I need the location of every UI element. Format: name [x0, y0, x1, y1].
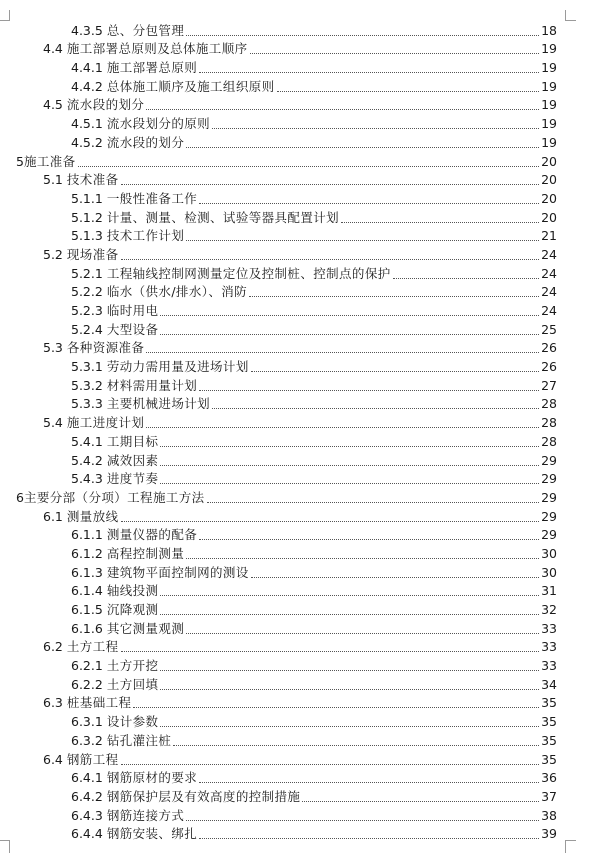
toc-entry-page-number: 19	[541, 41, 557, 57]
toc-entry-number: 5.2.1	[71, 265, 103, 281]
toc-entry-number: 5.1	[43, 172, 63, 188]
dot-leader	[186, 239, 539, 241]
toc-entry-page-number: 21	[541, 228, 557, 244]
toc-entry[interactable]	[0, 355, 589, 374]
toc-entry-page-number: 37	[541, 788, 557, 804]
toc-entry-page-number: 24	[541, 303, 557, 318]
toc-entry-number: 6.4.3	[71, 807, 103, 823]
toc-entry[interactable]	[0, 598, 589, 617]
dot-leader	[146, 426, 539, 428]
toc-entry-title: 临时用电	[106, 303, 159, 318]
toc-entry-number: 6.3.2	[71, 732, 103, 748]
toc-entry-page-number: 29	[541, 471, 557, 487]
toc-entry-title: 桩基础工程	[66, 695, 132, 711]
toc-entry-title: 钢筋连接方式	[106, 807, 185, 823]
toc-entry-title: 主要分部（分项）工程施工方法	[23, 489, 205, 505]
toc-entry-title: 计量、测量、检测、试验等器具配置计划	[106, 209, 340, 225]
toc-entry-page-number: 19	[541, 116, 557, 132]
toc-entry[interactable]	[0, 767, 589, 786]
dot-leader	[251, 370, 539, 372]
toc-entry[interactable]	[0, 505, 589, 524]
toc-entry-number: 5.4.2	[71, 452, 103, 468]
toc-entry-page-number: 31	[541, 583, 557, 599]
toc-entry-page-number: 35	[541, 695, 557, 711]
dot-leader	[121, 520, 540, 522]
dot-leader	[186, 819, 539, 821]
toc-entry[interactable]	[0, 318, 589, 337]
toc-entry-number: 5.3.3	[71, 396, 103, 412]
toc-entry-page-number: 26	[541, 340, 557, 356]
toc-entry-page-number: 19	[541, 60, 557, 76]
toc-entry-page-number: 30	[541, 545, 557, 561]
toc-entry[interactable]	[0, 38, 589, 57]
dot-leader	[250, 52, 540, 54]
toc-entry-title: 轴线投测	[106, 583, 159, 599]
toc-entry[interactable]	[0, 580, 589, 599]
dot-leader	[199, 538, 539, 540]
toc-entry-title: 钻孔灌注桩	[106, 732, 172, 748]
dot-leader	[393, 277, 539, 279]
toc-entry[interactable]	[0, 19, 589, 38]
crop-mark-bottom-right	[565, 840, 576, 853]
toc-entry-page-number: 35	[541, 751, 557, 767]
dot-leader	[249, 295, 539, 297]
toc-entry[interactable]	[0, 748, 589, 767]
toc-entry[interactable]	[0, 673, 589, 692]
dot-leader	[207, 501, 540, 503]
toc-entry-title: 技术工作计划	[106, 228, 185, 244]
toc-entry[interactable]	[0, 486, 589, 505]
toc-entry-title: 土方工程	[66, 639, 119, 655]
toc-entry-number: 5.2	[43, 246, 63, 262]
dot-leader	[121, 763, 540, 765]
toc-entry-page-number: 20	[541, 172, 557, 188]
dot-leader	[121, 183, 540, 185]
toc-entry[interactable]	[0, 75, 589, 94]
toc-entry[interactable]	[0, 150, 589, 169]
toc-entry[interactable]	[0, 131, 589, 150]
toc-entry-title: 总体施工顺序及施工组织原则	[106, 78, 275, 94]
toc-entry[interactable]	[0, 561, 589, 580]
toc-entry[interactable]	[0, 374, 589, 393]
toc-entry-number: 5.4	[43, 415, 63, 431]
toc-entry-title: 钢筋安装、绑扎	[106, 826, 198, 842]
toc-entry-page-number: 39	[541, 826, 557, 842]
dot-leader	[133, 706, 539, 708]
dot-leader	[277, 90, 540, 92]
dot-leader	[160, 613, 539, 615]
toc-entry-page-number: 29	[541, 527, 557, 543]
toc-entry-page-number: 20	[541, 153, 557, 169]
toc-entry[interactable]	[0, 710, 589, 729]
toc-entry-page-number: 27	[541, 377, 557, 393]
toc-entry-page-number: 28	[541, 396, 557, 412]
toc-entry-title: 高程控制测量	[106, 545, 185, 561]
toc-entry[interactable]	[0, 411, 589, 430]
toc-entry-number: 4.5.2	[71, 134, 103, 150]
dot-leader	[160, 669, 539, 671]
toc-entry-number: 5	[16, 153, 24, 169]
toc-entry-number: 4.5	[43, 97, 63, 113]
toc-entry-title: 土方开挖	[106, 658, 159, 674]
toc-entry[interactable]	[0, 729, 589, 748]
toc-entry-title: 施工准备	[23, 153, 76, 169]
toc-entry-title: 施工进度计划	[66, 415, 145, 431]
dot-leader	[199, 389, 539, 391]
toc-entry-page-number: 29	[541, 489, 557, 505]
toc-entry-title: 各种资源准备	[66, 340, 145, 356]
toc-entry-page-number: 20	[541, 190, 557, 206]
dot-leader	[146, 108, 539, 110]
toc-entry-number: 6.4.2	[71, 788, 103, 804]
toc-entry-number: 5.4.3	[71, 471, 103, 487]
toc-entry-title: 施工部署总原则及总体施工顺序	[66, 41, 248, 57]
toc-entry-page-number: 33	[541, 620, 557, 636]
dot-leader	[212, 407, 539, 409]
toc-entry-title: 施工部署总原则	[106, 60, 198, 76]
toc-entry-page-number: 18	[541, 22, 557, 38]
toc-entry-page-number: 19	[541, 78, 557, 94]
toc-entry-page-number: 24	[541, 246, 557, 262]
toc-entry-title: 钢筋工程	[66, 751, 119, 767]
toc-entry-title: 钢筋保护层及有效高度的控制措施	[106, 788, 301, 804]
toc-entry-page-number: 19	[541, 134, 557, 150]
toc-entry-number: 6.2.2	[71, 676, 103, 692]
toc-entry-page-number: 33	[541, 658, 557, 674]
toc-entry-page-number: 24	[541, 265, 557, 281]
toc-entry-number: 6.2.1	[71, 658, 103, 674]
toc-entry-title: 主要机械进场计划	[106, 396, 211, 412]
toc-entry-number: 6.2	[43, 639, 63, 655]
toc-entry-page-number: 35	[541, 714, 557, 730]
table-of-contents	[0, 19, 589, 841]
toc-entry[interactable]	[0, 169, 589, 188]
toc-entry-number: 6.1.6	[71, 620, 103, 636]
toc-entry-number: 5.2.4	[71, 321, 103, 337]
toc-entry[interactable]	[0, 112, 589, 131]
toc-entry[interactable]	[0, 804, 589, 823]
toc-entry-number: 6.1.5	[71, 602, 103, 617]
toc-entry-title: 设计参数	[106, 714, 159, 730]
toc-entry-title: 流水段的划分	[66, 97, 145, 113]
toc-entry[interactable]	[0, 187, 589, 206]
toc-entry-page-number: 24	[541, 284, 557, 300]
dot-leader	[199, 202, 539, 204]
toc-entry-page-number: 25	[541, 321, 557, 337]
toc-entry-page-number: 29	[541, 452, 557, 468]
toc-entry[interactable]	[0, 281, 589, 300]
toc-entry-title: 材料需用量计划	[106, 377, 198, 393]
dot-leader	[160, 314, 539, 316]
dot-leader	[160, 594, 539, 596]
toc-entry-number: 5.3.1	[71, 359, 103, 375]
toc-entry-number: 4.4.2	[71, 78, 103, 94]
toc-entry-page-number: 28	[541, 433, 557, 449]
dot-leader	[146, 351, 539, 353]
toc-entry-page-number: 19	[541, 97, 557, 113]
toc-entry-number: 5.2.3	[71, 303, 103, 318]
toc-entry-page-number: 34	[541, 676, 557, 692]
toc-entry[interactable]	[0, 206, 589, 225]
toc-entry-page-number: 33	[541, 639, 557, 655]
toc-entry[interactable]	[0, 449, 589, 468]
toc-entry[interactable]	[0, 542, 589, 561]
toc-entry-number: 4.4	[43, 41, 63, 57]
toc-entry-title: 技术准备	[66, 172, 119, 188]
toc-entry-number: 5.1.2	[71, 209, 103, 225]
toc-entry-number: 6.4	[43, 751, 63, 767]
toc-entry-title: 测量放线	[66, 508, 119, 524]
toc-entry-page-number: 20	[541, 209, 557, 225]
toc-entry-number: 6.1.1	[71, 527, 103, 543]
dot-leader	[160, 445, 539, 447]
toc-entry[interactable]	[0, 468, 589, 487]
toc-entry[interactable]	[0, 636, 589, 655]
toc-entry-number: 6.3	[43, 695, 63, 711]
toc-entry-number: 6.3.1	[71, 714, 103, 730]
dot-leader	[186, 146, 539, 148]
toc-entry-title: 进度节奏	[106, 471, 159, 487]
toc-entry[interactable]	[0, 337, 589, 356]
dot-leader	[160, 464, 539, 466]
toc-entry-number: 6.4.1	[71, 770, 103, 786]
toc-entry-title: 大型设备	[106, 321, 159, 337]
dot-leader	[121, 258, 540, 260]
crop-mark-bottom-left	[0, 840, 10, 853]
dot-leader	[186, 34, 539, 36]
toc-entry-number: 6	[16, 489, 24, 505]
toc-entry-number: 4.4.1	[71, 60, 103, 76]
toc-entry[interactable]	[0, 225, 589, 244]
dot-leader	[212, 127, 539, 129]
toc-entry-number: 5.1.1	[71, 190, 103, 206]
toc-entry-title: 沉降观测	[106, 602, 159, 617]
dot-leader	[302, 800, 539, 802]
dot-leader	[199, 71, 539, 73]
toc-entry-title: 土方回填	[106, 676, 159, 692]
toc-entry-page-number: 32	[541, 602, 557, 617]
dot-leader	[121, 650, 540, 652]
toc-entry-title: 总、分包管理	[106, 22, 185, 38]
toc-entry-page-number: 26	[541, 359, 557, 375]
dot-leader	[186, 557, 539, 559]
toc-entry-title: 钢筋原材的要求	[106, 770, 198, 786]
toc-entry-title: 临水（供水/排水）、消防	[106, 284, 248, 300]
toc-entry-title: 建筑物平面控制网的测设	[106, 564, 249, 580]
dot-leader	[160, 725, 539, 727]
toc-entry-number: 5.3.2	[71, 377, 103, 393]
toc-entry-page-number: 36	[541, 770, 557, 786]
toc-entry-number: 6.1.3	[71, 564, 103, 580]
dot-leader	[186, 632, 539, 634]
toc-entry[interactable]	[0, 617, 589, 636]
toc-entry-page-number: 30	[541, 564, 557, 580]
toc-entry[interactable]	[0, 243, 589, 262]
dot-leader	[199, 781, 539, 783]
toc-entry-title: 劳动力需用量及进场计划	[106, 359, 249, 375]
toc-entry-title: 测量仪器的配备	[106, 527, 198, 543]
toc-entry[interactable]	[0, 56, 589, 75]
toc-entry[interactable]	[0, 430, 589, 449]
toc-entry-title: 工期目标	[106, 433, 159, 449]
toc-entry-title: 工程轴线控制网测量定位及控制桩、控制点的保护	[106, 265, 391, 281]
toc-entry[interactable]	[0, 299, 589, 318]
dot-leader	[199, 837, 539, 839]
toc-entry-page-number: 35	[541, 732, 557, 748]
toc-entry-number: 5.1.3	[71, 228, 103, 244]
toc-entry[interactable]	[0, 524, 589, 543]
toc-entry-title: 减效因素	[106, 452, 159, 468]
toc-entry-page-number: 38	[541, 807, 557, 823]
toc-entry-title: 现场准备	[66, 246, 119, 262]
toc-entry[interactable]	[0, 393, 589, 412]
toc-entry-page-number: 28	[541, 415, 557, 431]
dot-leader	[160, 482, 539, 484]
dot-leader	[160, 688, 539, 690]
dot-leader	[173, 744, 539, 746]
toc-entry-number: 5.4.1	[71, 433, 103, 449]
dot-leader	[341, 221, 539, 223]
toc-entry-page-number: 29	[541, 508, 557, 524]
toc-entry-number: 6.1.2	[71, 545, 103, 561]
dot-leader	[251, 576, 539, 578]
dot-leader	[160, 333, 539, 335]
dot-leader	[78, 165, 540, 167]
toc-entry[interactable]	[0, 823, 589, 842]
toc-entry[interactable]	[0, 262, 589, 281]
toc-entry-title: 其它测量观测	[106, 620, 185, 636]
toc-entry-number: 5.3	[43, 340, 63, 356]
toc-entry[interactable]	[0, 785, 589, 804]
toc-entry-number: 4.5.1	[71, 116, 103, 132]
toc-entry-title: 一般性准备工作	[106, 190, 198, 206]
toc-entry-number: 4.3.5	[71, 22, 103, 38]
toc-entry-number: 6.1	[43, 508, 63, 524]
toc-entry-number: 6.1.4	[71, 583, 103, 599]
toc-entry[interactable]	[0, 692, 589, 711]
toc-entry[interactable]	[0, 654, 589, 673]
toc-entry-number: 6.4.4	[71, 826, 103, 842]
toc-entry[interactable]	[0, 94, 589, 113]
toc-entry-title: 流水段划分的原则	[106, 116, 211, 132]
toc-entry-number: 5.2.2	[71, 284, 103, 300]
toc-entry-title: 流水段的划分	[106, 134, 185, 150]
